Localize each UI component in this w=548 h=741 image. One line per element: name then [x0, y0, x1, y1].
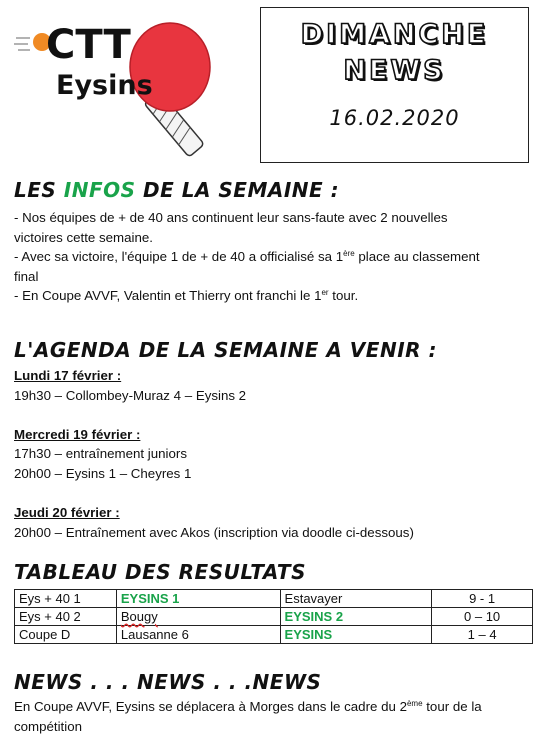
- infos-line-part: tour.: [328, 288, 359, 304]
- news-line: [14, 697, 482, 717]
- logo-letters: CTT: [46, 22, 131, 68]
- agenda-item: 19h30 – Collombey-Muraz 4 – Eysins 2: [14, 387, 247, 403]
- superscript: ère: [343, 249, 355, 259]
- table-cell: 9 - 1: [432, 590, 533, 608]
- agenda-heading: L'AGENDA DE LA SEMAINE A VENIR :: [14, 338, 437, 362]
- infos-line: - Nos équipes de + de 40 ans continuent leur sans-faute avec 2 nouvelles: [14, 210, 448, 225]
- agenda-day-title: Lundi 17 février :: [14, 368, 122, 383]
- infos-heading: [14, 178, 339, 202]
- infos-heading-pre: LES: [14, 178, 64, 202]
- infos-text: [14, 208, 480, 306]
- club-logo: [10, 12, 215, 164]
- infos-heading-post: DE LA SEMAINE :: [135, 178, 340, 202]
- table-tennis-paddle-logo: [10, 12, 215, 164]
- agenda-item: 20h00 – Eysins 1 – Cheyres 1: [14, 465, 192, 481]
- table-cell: EYSINS: [280, 626, 432, 644]
- superscript: er: [321, 288, 329, 298]
- table-row: [15, 608, 533, 626]
- agenda-text: [14, 366, 414, 542]
- table-cell: [116, 608, 280, 626]
- news-line-part: tour de la: [422, 699, 482, 714]
- infos-line-part: - Avec sa victoire, l'équipe 1 de + de 40 a officialisé sa 1: [14, 249, 344, 265]
- table-cell: EYSINS 2: [280, 608, 432, 626]
- infos-line: [14, 247, 480, 267]
- newsbox-date: 16.02.2020: [329, 106, 460, 130]
- news-text: [14, 697, 482, 736]
- news-line-part: En Coupe AVVF, Eysins se déplacera à Morges dans le cadre du 2: [14, 699, 407, 714]
- table-cell: Eys + 40 1: [15, 590, 117, 608]
- table-cell: 0 – 10: [432, 608, 533, 626]
- dimanche-news-box: [260, 7, 529, 163]
- table-cell-text: Bougy: [120, 608, 158, 624]
- agenda-day-title: Jeudi 20 février :: [14, 505, 120, 521]
- newsbox-title-line2: NEWS: [343, 55, 446, 86]
- infos-line: victoires cette semaine.: [14, 229, 153, 245]
- infos-line: [14, 286, 480, 306]
- table-cell: Eys + 40 2: [15, 608, 117, 626]
- table-row: [15, 626, 533, 644]
- news-line: compétition: [14, 718, 82, 734]
- superscript: ème: [406, 699, 423, 708]
- agenda-item: 17h30 – entraînement juniors: [14, 446, 187, 462]
- infos-line-part: place au classement: [354, 249, 480, 265]
- logo-club-name: Eysins: [56, 70, 153, 101]
- infos-line-part: - En Coupe AVVF, Valentin et Thierry ont franchi le 1: [14, 288, 322, 304]
- table-cell: Estavayer: [280, 590, 432, 608]
- table-cell: Coupe D: [15, 626, 117, 644]
- table-row: [15, 590, 533, 608]
- table-cell: EYSINS 1: [116, 590, 280, 608]
- infos-heading-highlight: INFOS: [63, 178, 136, 202]
- results-heading: TABLEAU DES RESULTATS: [14, 560, 306, 584]
- news-heading: NEWS . . . NEWS . . .NEWS: [14, 670, 322, 694]
- results-table: [14, 589, 533, 644]
- agenda-day-title: Mercredi 19 février :: [14, 426, 141, 442]
- newsbox-title-line1: DIMANCHE: [300, 19, 489, 50]
- infos-line: final: [14, 268, 39, 284]
- table-cell: Lausanne 6: [116, 626, 280, 644]
- table-cell: 1 – 4: [432, 626, 533, 644]
- agenda-item: 20h00 – Entraînement avec Akos (inscription via doodle ci-dessous): [14, 524, 414, 540]
